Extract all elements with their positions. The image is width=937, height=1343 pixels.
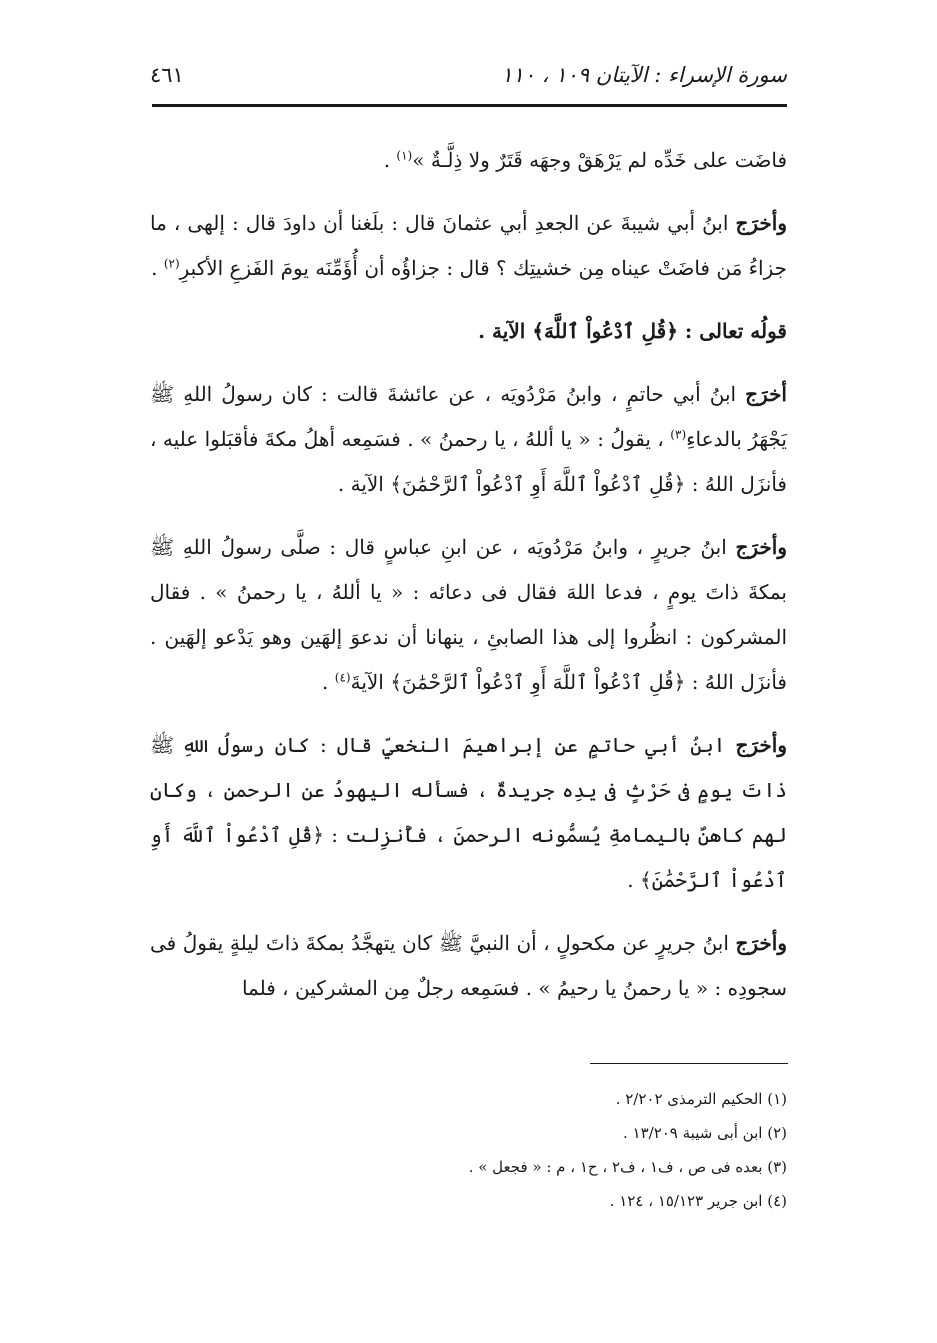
footnote-ref: (١) — [396, 148, 413, 163]
paragraph-tail: . — [322, 670, 335, 694]
paragraph-tail: . — [383, 148, 397, 172]
heading-text: ﴿قُلِ ٱدْعُواْ ٱللَّهَ﴾ الآية . — [478, 319, 685, 343]
footnote-ref: (٢) — [163, 256, 180, 271]
running-header — [150, 55, 787, 101]
paragraph-tail: ، يقولُ : « يا أللهُ ، يا رحمنُ » . فسَمِعه أهلُ مكةَ فأقبَلوا عليه ، فأنزَل اللهُ : ﴿قُلِ ٱدْعُواْ ٱللَّهَ أَوِ ٱدْعُواْ ٱلرَّحْمَٰنَ﴾ الآية . — [150, 427, 787, 496]
heading-lead: قولُه تعالى : — [684, 319, 787, 343]
paragraph — [150, 201, 787, 291]
paragraph — [150, 921, 787, 1011]
header-title: سورة الإسراء : الآيتان ١٠٩ ، ١١٠ — [501, 63, 787, 87]
footnote: (١) الحكيم الترمذى ٢/٢٠٢ . — [615, 1090, 787, 1108]
footnote: (٣) بعده فى ص ، ف١ ، ف٢ ، ح١ ، م : « فجعل » . — [468, 1158, 787, 1176]
page-number: ٤٦١ — [150, 63, 184, 87]
paragraph-lead: أخرَج — [745, 382, 787, 406]
footnotes — [150, 1082, 787, 1218]
paragraph-tail: . — [151, 256, 164, 280]
footnote-rule — [590, 1063, 788, 1064]
paragraph — [150, 525, 787, 705]
footnote-ref: (٤) — [334, 670, 351, 685]
paragraph-lead: وأخرَج — [735, 211, 787, 235]
paragraph-lead: وأخرَج — [735, 931, 787, 955]
footnote: (٢) ابن أبى شيبة ١٣/٢٠٩ . — [622, 1124, 787, 1142]
paragraph-text: ابنُ أبي حاتمٍ ، وابنُ مَرْدُويَه ، عن عائشةَ قالت : كان رسولُ اللهِ ﷺ يَجْهَرُ بالدعاءِ — [150, 382, 787, 451]
paragraph-text: ابنُ أبي حاتمٍ عن إبراهيمَ النخعيِّ قال : كان رسولُ اللهِ ﷺ ذاتَ يومٍ فى حَرْثٍ فى يدِه جريدةٌ ، فسأله اليهودُ عن الرحمنِ ، وكان لهم كاهنٌ باليمامةِ يُسمُّونه الرحمنَ ، فأُنزِلت : ﴿قُلِ ٱدْعُواْ ٱللَّهَ أَوِ ٱدْعُواْ ٱلرَّحْمَٰنَ﴾ . — [150, 733, 787, 892]
paragraph — [150, 372, 787, 507]
paragraph — [150, 723, 787, 903]
paragraph-lead: وأخرَج — [735, 733, 787, 757]
paragraph — [150, 138, 787, 183]
paragraph-text: فاضَت على خَدِّه لم يَرْهَقْ وجهَه قَتَرٌ ولا ذِلَّـةٌ » — [412, 148, 787, 172]
section-heading — [150, 309, 787, 354]
footnote-ref: (٣) — [670, 427, 687, 442]
paragraph-lead: وأخرَج — [735, 535, 787, 559]
header-rule — [152, 104, 787, 107]
paragraph-text: ابنُ أبي شيبةَ عن الجعدِ أبي عثمانَ قال : بلَغنا أن داودَ قال : إلهى ، ما جزاءُ مَن فاضَتْ عيناه مِن خشيتِك ؟ قال : جزاؤُه أن أُؤَمِّنَه يومَ الفَزعِ الأكبرِ — [150, 211, 787, 280]
paragraph-text: ابنُ جريرٍ ، وابنُ مَرْدُويَه ، عن ابنِ عباسٍ قال : صلَّى رسولُ اللهِ ﷺ بمكةَ ذاتَ يومٍ ، فدعا اللهَ فقال فى دعائه : « يا أللهُ ، يا رحمنُ » . فقال المشركون : انظُروا إلى هذا الصابئِ ، ينهانا أن ندعوَ إلهَين وهو يَدْعو إلهَين . فأنزَل اللهُ : ﴿قُلِ ٱدْعُواْ ٱللَّهَ أَوِ ٱدْعُواْ ٱلرَّحْمَٰنَ﴾ الآيةَ — [150, 535, 787, 694]
main-text — [150, 138, 787, 1029]
footnote: (٤) ابن جرير ١٥/١٢٣ ، ١٢٤ . — [609, 1192, 787, 1210]
paragraph-text: ابنُ جريرٍ عن مكحولٍ ، أن النبيَّ ﷺ كان يتهجَّدُ بمكةَ ذاتَ ليلةٍ يقولُ فى سجودِه : « يا رحمنُ يا رحيمُ » . فسَمِعه رجلٌ مِن المشركين ، فلما — [150, 931, 787, 1000]
